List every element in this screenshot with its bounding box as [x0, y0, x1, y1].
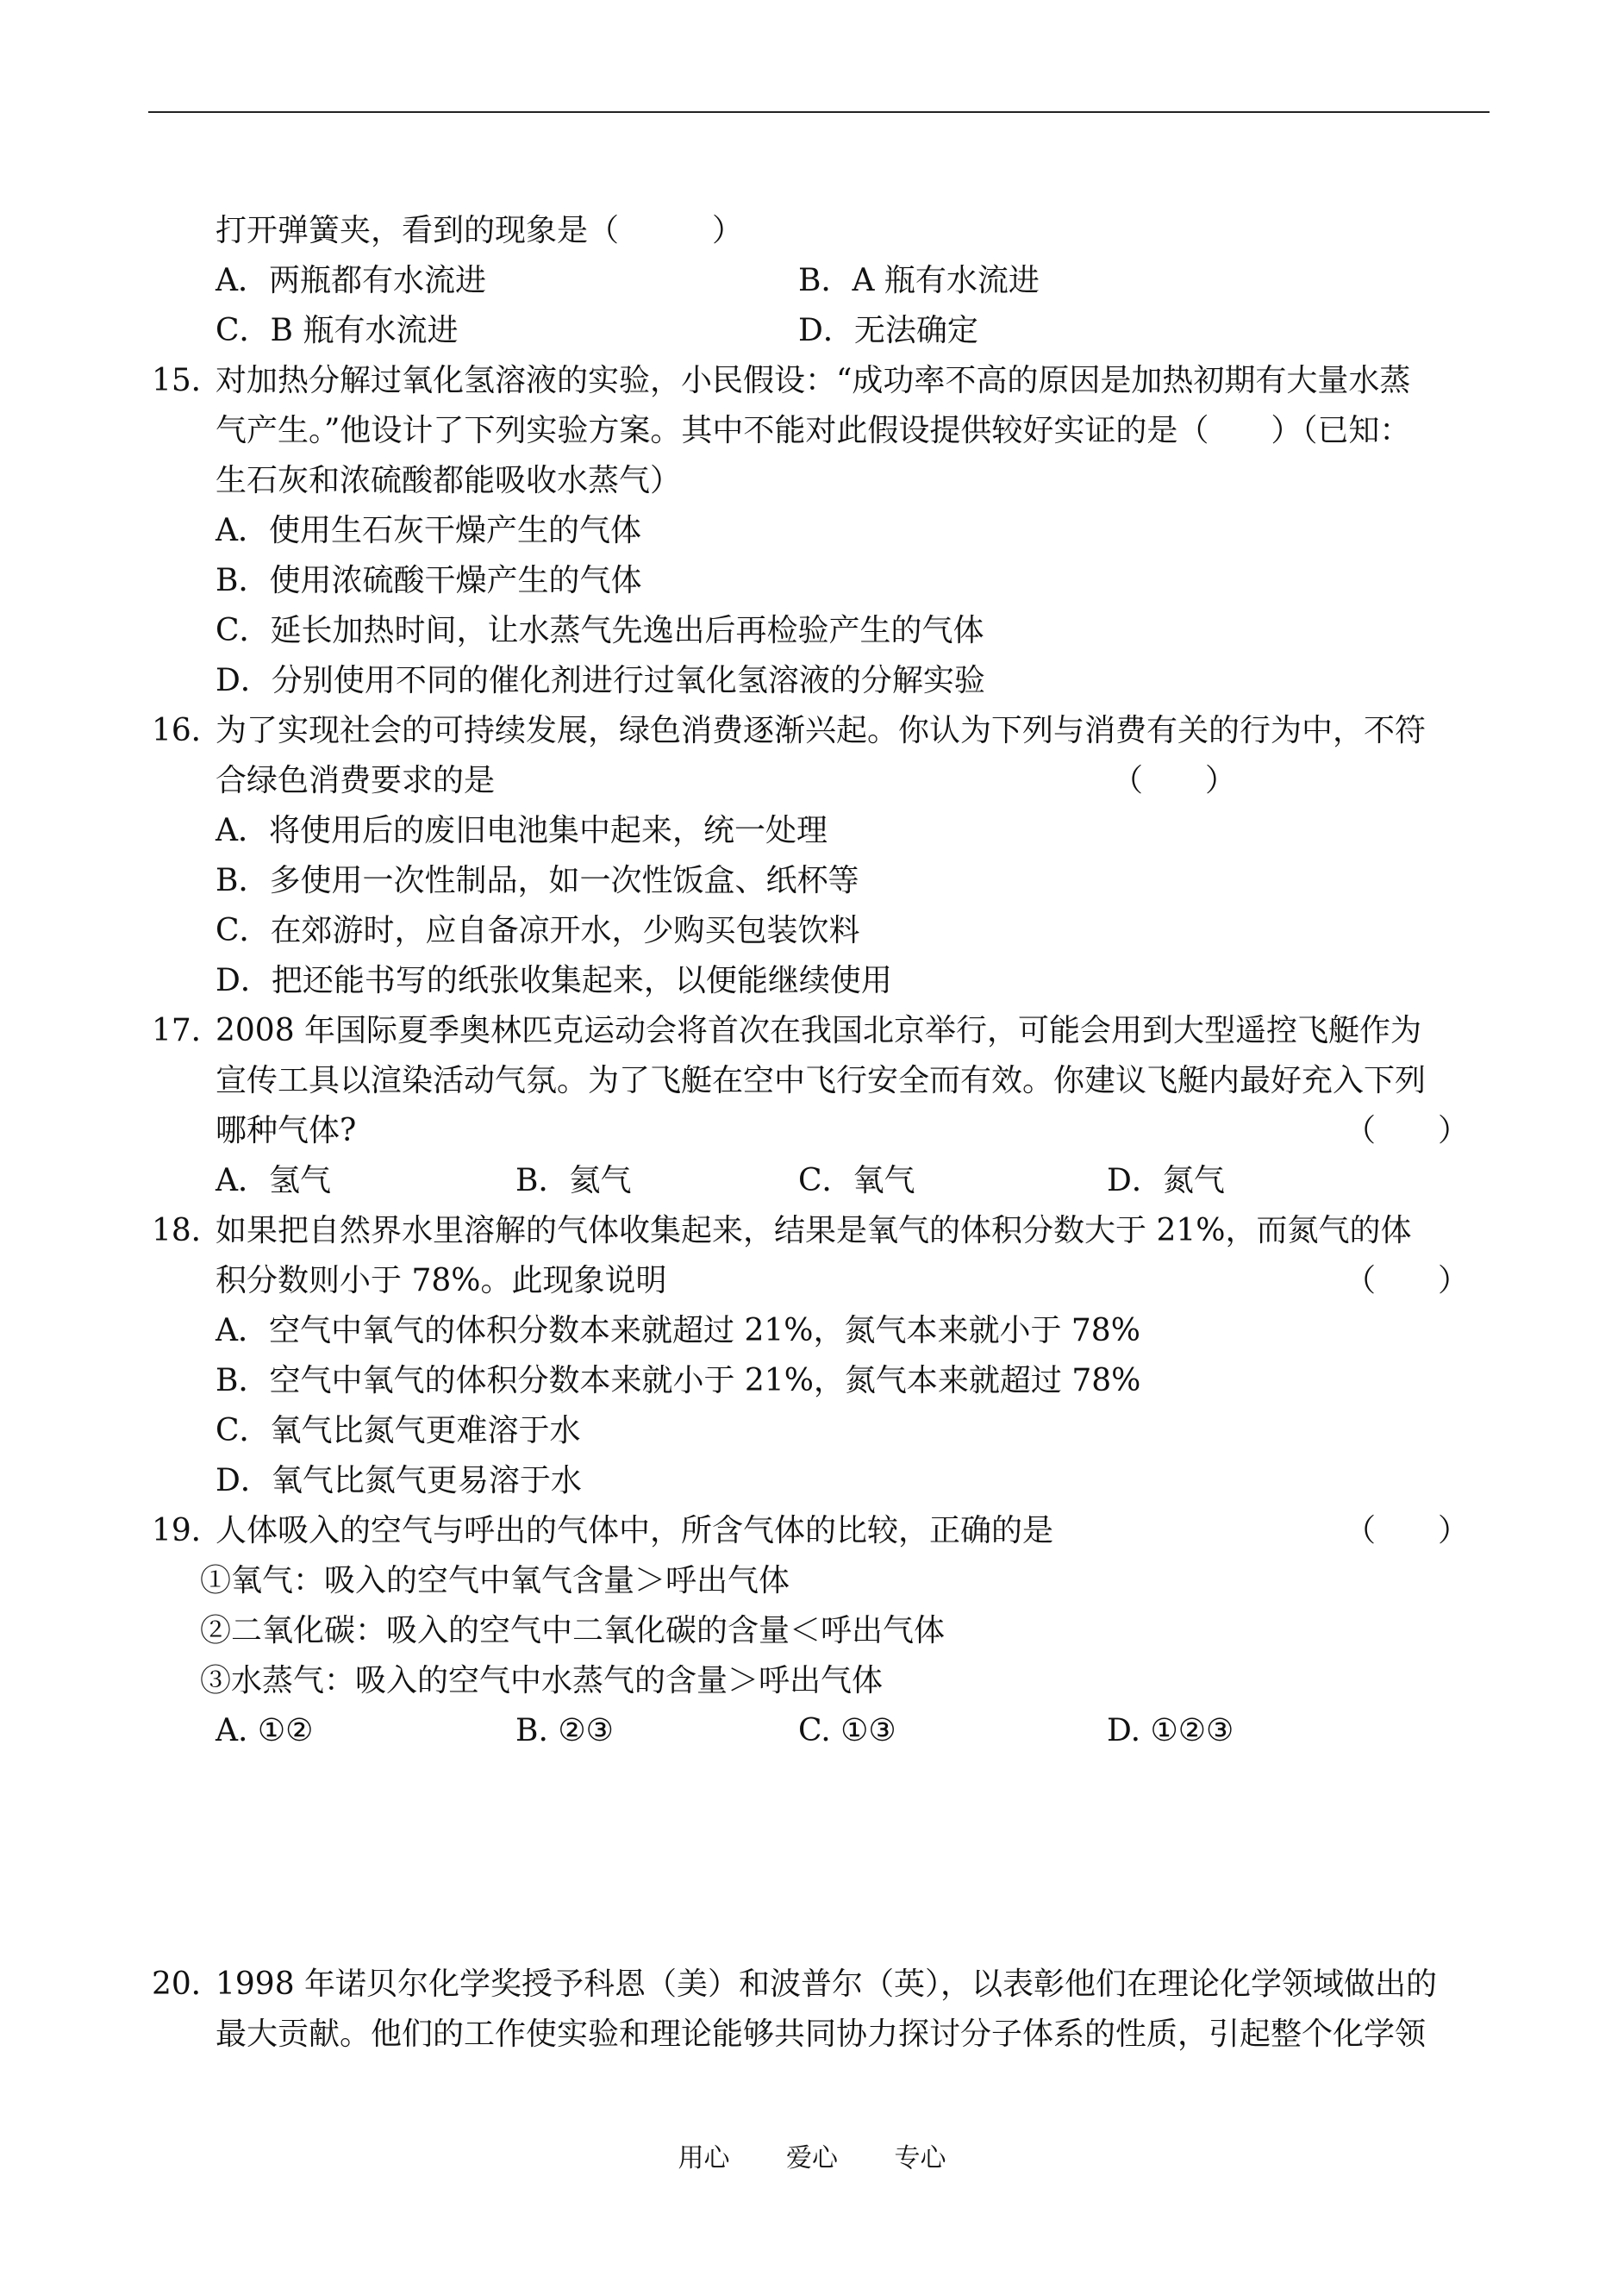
q18-answer-blank: （ ）	[1345, 1263, 1470, 1298]
q19-statement-2: ②二氧化碳：吸入的空气中二氧化碳的含量＜呼出气体	[200, 1613, 946, 1648]
q17-number: 17．	[152, 1013, 222, 1048]
q17-stem-line1: 2008 年国际夏季奥林匹克运动会将首次在我国北京举行，可能会用到大型遥控飞艇作为	[215, 1013, 1422, 1048]
q17-answer-blank: （ ）	[1345, 1113, 1470, 1148]
q17-option-d: D．氮气	[1107, 1163, 1225, 1198]
q17-stem-line3: 哪种气体?	[215, 1113, 357, 1148]
q15-option-b: B．使用浓硫酸干燥产生的气体	[215, 563, 642, 598]
q16-option-c: C．在郊游时，应自备凉开水，少购买包装饮料	[215, 913, 860, 948]
header-rule	[148, 111, 1490, 113]
q16-number: 16．	[152, 713, 222, 748]
q19-stem-line1: 人体吸入的空气与呼出的气体中，所含气体的比较，正确的是	[215, 1513, 1054, 1548]
q15-stem-line3: 生石灰和浓硫酸都能吸收水蒸气）	[215, 463, 682, 498]
q15-option-d: D．分别使用不同的催化剂进行过氧化氢溶液的分解实验	[215, 663, 985, 698]
q19-statement-1: ①氧气：吸入的空气中氧气含量＞呼出气体	[200, 1563, 790, 1598]
footer-motto-2: 爱心	[786, 2143, 838, 2173]
footer-motto-1: 用心	[678, 2143, 730, 2173]
q17-option-b: B．氦气	[515, 1163, 632, 1198]
q15-option-a: A．使用生石灰干燥产生的气体	[215, 513, 641, 548]
q18-option-b: B．空气中氧气的体积分数本来就小于 21%，氮气本来就超过 78%	[215, 1363, 1141, 1398]
q18-option-a: A．空气中氧气的体积分数本来就超过 21%，氮气本来就小于 78%	[215, 1313, 1140, 1348]
q14-option-c: C．B 瓶有水流进	[215, 313, 459, 348]
q16-option-b: B．多使用一次性制品，如一次性饭盒、纸杯等	[215, 863, 859, 898]
q20-stem-line2: 最大贡献。他们的工作使实验和理论能够共同协力探讨分子体系的性质，引起整个化学领	[215, 2017, 1427, 2052]
q16-stem-line2: 合绿色消费要求的是	[215, 763, 496, 798]
q17-stem-line2: 宣传工具以渲染活动气氛。为了飞艇在空中飞行安全而有效。你建议飞艇内最好充入下列	[215, 1063, 1427, 1098]
q19-statement-3: ③水蒸气：吸入的空气中水蒸气的含量＞呼出气体	[200, 1663, 884, 1698]
q15-option-c: C．延长加热时间，让水蒸气先逸出后再检验产生的气体	[215, 613, 984, 648]
q14-option-a: A．两瓶都有水流进	[215, 263, 486, 298]
footer-motto-3: 专心	[894, 2143, 946, 2173]
q19-option-a: A. ①②	[215, 1713, 314, 1748]
q14-continuation: 打开弹簧夹，看到的现象是（ ）	[215, 213, 744, 248]
page-footer	[0, 2142, 1624, 2176]
q15-number: 15．	[152, 363, 222, 398]
q17-option-a: A．氢气	[215, 1163, 331, 1198]
q19-option-b: B. ②③	[515, 1713, 614, 1748]
q16-option-a: A．将使用后的废旧电池集中起来，统一处理	[215, 813, 828, 848]
q16-answer-blank: （ ）	[1112, 763, 1237, 798]
q18-stem-line1: 如果把自然界水里溶解的气体收集起来，结果是氧气的体积分数大于 21%，而氮气的体	[215, 1213, 1412, 1248]
q17-option-c: C．氧气	[798, 1163, 915, 1198]
q18-option-c: C．氧气比氮气更难溶于水	[215, 1413, 581, 1448]
q15-stem-line2: 气产生。”他设计了下列实验方案。其中不能对此假设提供较好实证的是（ ）（已知：	[215, 413, 1411, 448]
q19-number: 19．	[152, 1513, 222, 1548]
q18-option-d: D．氧气比氮气更易溶于水	[215, 1463, 582, 1498]
q19-option-d: D. ①②③	[1107, 1713, 1234, 1748]
q18-number: 18．	[152, 1213, 222, 1248]
q14-option-d: D．无法确定	[798, 313, 978, 348]
q20-stem-line1: 1998 年诺贝尔化学奖授予科恩（美）和波普尔（英），以表彰他们在理论化学领域做出的	[215, 1967, 1438, 2002]
q19-answer-blank: （ ）	[1345, 1513, 1470, 1548]
q16-option-d: D．把还能书写的纸张收集起来，以便能继续使用	[215, 963, 892, 998]
q18-stem-line2: 积分数则小于 78%。此现象说明	[215, 1263, 667, 1298]
q16-stem-line1: 为了实现社会的可持续发展，绿色消费逐渐兴起。你认为下列与消费有关的行为中，不符	[215, 713, 1427, 748]
q15-stem-line1: 对加热分解过氧化氢溶液的实验，小民假设：“成功率不高的原因是加热初期有大量水蒸	[215, 363, 1411, 398]
q19-option-c: C. ①③	[798, 1713, 896, 1748]
q14-option-b: B．A 瓶有水流进	[798, 263, 1040, 298]
q20-number: 20．	[152, 1967, 222, 2002]
